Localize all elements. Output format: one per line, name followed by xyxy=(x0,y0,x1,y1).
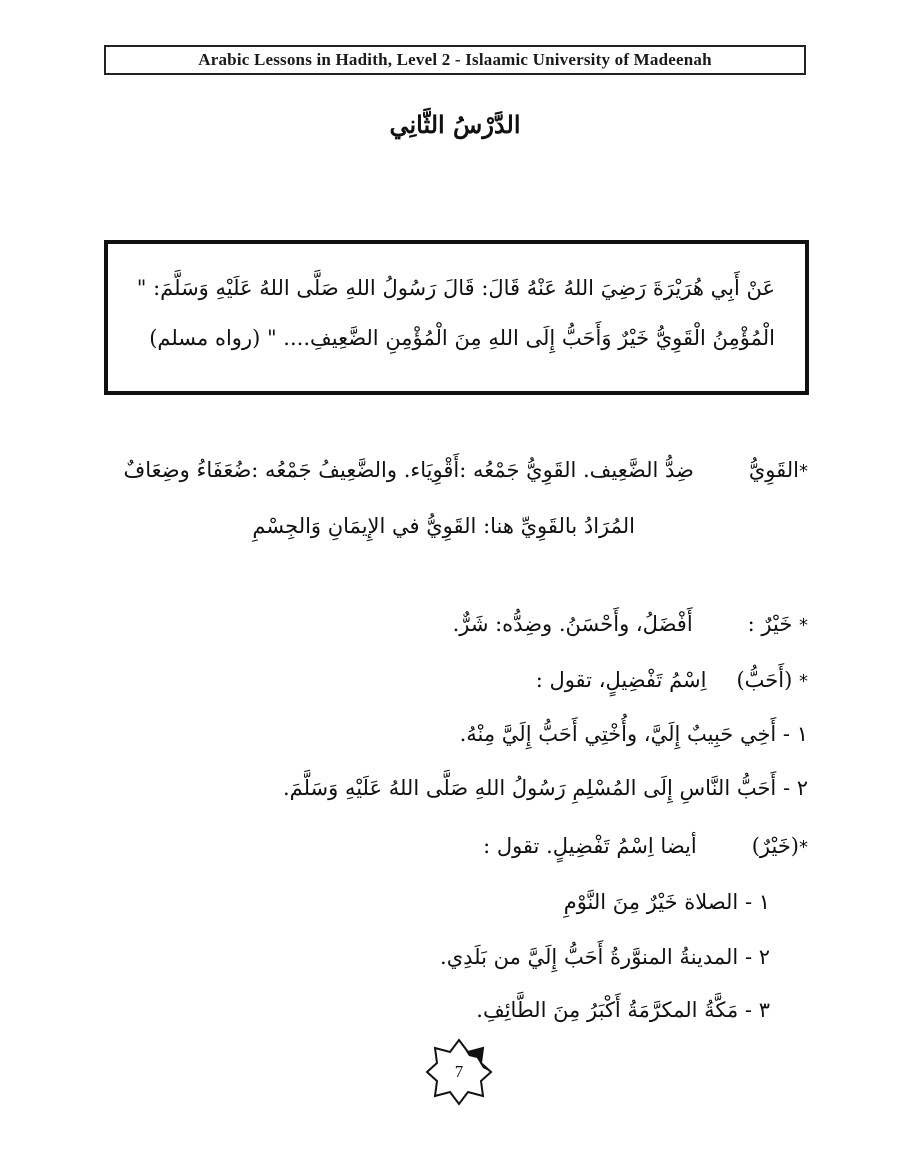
entry-khayr2-example-3: ٣ - مَكَّةُ المكرَّمَةُ أَكْبَرُ مِنَ الطَّائِفِ. xyxy=(476,998,770,1022)
entry-khayr-definition: أَفْضَلُ، وأَحْسَنُ. وضِدُّه: شَرٌّ. xyxy=(452,612,693,636)
entry-ahabb-example-1: ١ - أَخِي حَبِيبٌ إِلَيَّ، وأُخْتِي أَحَبُّ إِلَيَّ مِنْهُ. xyxy=(459,722,808,746)
entry-khayr xyxy=(453,612,808,636)
entry-khayr2-term: (خَيْرٌ) xyxy=(751,834,799,858)
hadith-box xyxy=(104,240,809,395)
entry-qawi-line2: المُرَادُ بالقَوِيِّ هنا: القَوِيُّ في الإِيمَانِ وَالجِسْمِ xyxy=(252,514,635,538)
entry-ahabb-definition: اِسْمُ تَفْضِيلٍ، تقول : xyxy=(535,668,707,692)
entry-khayr-term: خَيْرٌ : xyxy=(747,612,793,636)
lesson-title: الدَّرْسُ الثَّانِي xyxy=(389,110,521,139)
entry-qawi-definition: ضِدُّ الضَّعِيف. القَوِيُّ جَمْعُه :أَقْوِيَاء. والضَّعِيفُ جَمْعُه :ضُعَفَاءُ وضِعَافٌ xyxy=(123,458,694,482)
entry-khayr2-star: * xyxy=(799,837,808,858)
page-number-badge xyxy=(425,1038,493,1106)
entry-khayr2-example-2: ٢ - المدينةُ المنوَّرةُ أَحَبُّ إِلَيَّ من بَلَدِي. xyxy=(440,945,770,969)
entry-khayr2-example-1: ١ - الصلاة خَيْرٌ مِنَ النَّوْمِ xyxy=(563,890,770,914)
entry-ahabb-example-2: ٢ - أَحَبُّ النَّاسِ إِلَى المُسْلِمِ رَسُولُ اللهِ صَلَّى اللهُ عَلَيْهِ وَسَلَّمَ. xyxy=(282,776,808,800)
header-box xyxy=(104,45,806,75)
header-title: Arabic Lessons in Hadith, Level 2 - Islaamic University of Madeenah xyxy=(198,50,712,69)
entry-khayr2-definition: أيضا اِسْمُ تَفْضِيلٍ. تقول : xyxy=(483,834,697,858)
page-number: 7 xyxy=(454,1062,464,1081)
entry-khayr-star: * xyxy=(799,615,808,636)
entry-ahabb xyxy=(536,668,808,692)
entry-qawi-term: القَوِيُّ xyxy=(748,458,799,482)
entry-qawi-star: * xyxy=(799,461,808,482)
hadith-line-2: الْمُؤْمِنُ الْقَوِيُّ خَيْرٌ وَأَحَبُّ إِلَى اللهِ مِنَ الْمُؤْمِنِ الضَّعِيفِ.... " (رواه مسلم) xyxy=(149,326,775,350)
entry-khayr2 xyxy=(483,834,808,858)
entry-ahabb-star: * xyxy=(799,671,808,692)
hadith-line-1: عَنْ أَبِي هُرَيْرَةَ رَضِيَ اللهُ عَنْهُ قَالَ: قَالَ رَسُولُ اللهِ صَلَّى اللهُ عَلَيْهِ وَسَلَّمَ: " xyxy=(136,276,775,300)
entry-qawi xyxy=(124,458,809,482)
entry-ahabb-term: (أَحَبُّ) xyxy=(736,668,793,692)
